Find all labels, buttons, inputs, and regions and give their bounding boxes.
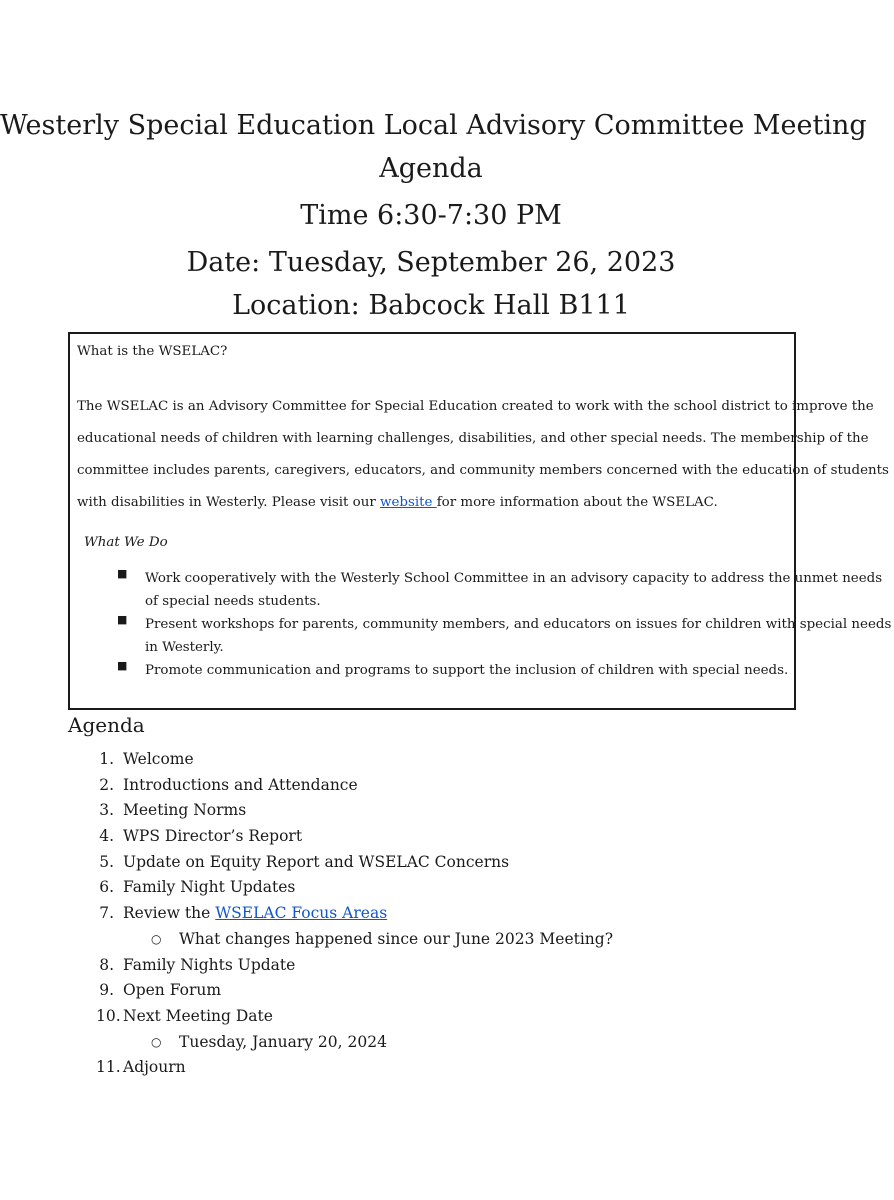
square-bullet-icon: ■ xyxy=(117,659,128,672)
agenda-item xyxy=(0,824,894,850)
what-we-do-text: in Westerly. xyxy=(145,640,224,655)
agenda-item xyxy=(0,747,894,773)
what-we-do-item xyxy=(70,567,883,613)
about-line-text: with disabilities in Westerly. Please visit our xyxy=(77,495,381,510)
agenda-item xyxy=(0,875,894,901)
agenda-item-number: 10. xyxy=(96,1006,121,1025)
agenda-item-text: WPS Director’s Report xyxy=(123,827,303,846)
agenda-item-number: 9. xyxy=(99,981,114,1000)
what-we-do-text: of special needs students. xyxy=(145,594,321,609)
agenda-item-label: Review the xyxy=(123,904,216,923)
agenda-item-number: 2. xyxy=(99,775,114,794)
agenda-item xyxy=(0,850,894,876)
agenda-item-number: 8. xyxy=(99,955,114,974)
document-title: Westerly Special Education Local Advisory Committee Meeting xyxy=(0,110,867,141)
agenda-subitem-text: What changes happened since our June 2023 Meeting? xyxy=(179,929,614,948)
agenda-item-text: Meeting Norms xyxy=(123,801,247,820)
agenda-item-number: 3. xyxy=(99,801,114,820)
agenda-heading: Agenda xyxy=(68,713,145,737)
agenda-item-text: Open Forum xyxy=(123,981,222,1000)
agenda-item xyxy=(0,978,894,1004)
agenda-subitem-text: Tuesday, January 20, 2024 xyxy=(179,1032,387,1051)
agenda-item-text: Adjourn xyxy=(123,1058,186,1077)
what-we-do-text: Work cooperatively with the Westerly School Committee in an advisory capacity to address the unmet needs xyxy=(145,571,883,586)
agenda-subitem xyxy=(0,927,894,953)
what-we-do-text: Present workshops for parents, community members, and educators on issues for children with special needs xyxy=(145,617,892,632)
about-line-text: for more information about the WSELAC. xyxy=(436,495,718,510)
agenda-item xyxy=(0,773,894,799)
about-line: The WSELAC is an Advisory Committee for Special Education created to work with the school district to improve the xyxy=(77,399,874,414)
agenda-subitem xyxy=(0,1030,894,1056)
document-title-agenda: Agenda xyxy=(379,153,483,184)
agenda-item-text: Update on Equity Report and WSELAC Concerns xyxy=(123,852,510,871)
circle-bullet-icon: ○ xyxy=(151,931,162,946)
what-we-do-text: Promote communication and programs to support the inclusion of children with special needs. xyxy=(145,663,789,678)
what-we-do-item xyxy=(70,659,798,682)
agenda-item-text: Family Night Updates xyxy=(123,878,296,897)
square-bullet-icon: ■ xyxy=(117,613,128,626)
agenda-item xyxy=(0,798,894,824)
about-line: educational needs of children with learning challenges, disabilities, and other special needs. The membership of the xyxy=(77,431,869,446)
square-bullet-icon: ■ xyxy=(117,567,128,580)
about-wselac-box xyxy=(68,332,892,710)
agenda-item-text: Welcome xyxy=(123,750,194,768)
meeting-time: Time 6:30-7:30 PM xyxy=(300,200,562,231)
agenda-item-number: 6. xyxy=(99,878,114,897)
what-we-do-list xyxy=(70,567,892,682)
what-we-do-heading: What We Do xyxy=(84,535,168,550)
agenda-item xyxy=(0,1004,894,1030)
agenda-item-number: 5. xyxy=(99,852,114,871)
agenda-item-text: Next Meeting Date xyxy=(123,1006,273,1025)
agenda-item xyxy=(0,1055,894,1081)
agenda-item-number: 1. xyxy=(99,750,114,768)
agenda-item-number: 4. xyxy=(99,827,114,846)
about-paragraph xyxy=(77,391,889,519)
agenda-item-number: 11. xyxy=(96,1058,121,1077)
agenda-item-text: Introductions and Attendance xyxy=(123,775,358,794)
agenda-item xyxy=(0,901,894,927)
website-link[interactable]: website xyxy=(380,495,437,510)
meeting-location: Location: Babcock Hall B111 xyxy=(232,290,630,321)
agenda-item-number: 7. xyxy=(99,904,114,923)
agenda-item-text xyxy=(123,901,387,927)
what-we-do-item xyxy=(70,613,892,659)
focus-areas-link[interactable]: WSELAC Focus Areas xyxy=(215,904,388,923)
agenda-item-text: Family Nights Update xyxy=(123,955,296,974)
agenda-item xyxy=(0,953,894,979)
about-line: committee includes parents, caregivers, educators, and community members concerned with the education of students xyxy=(77,463,889,478)
about-question: What is the WSELAC? xyxy=(77,344,228,359)
about-line xyxy=(77,487,793,519)
agenda-list xyxy=(0,747,894,1081)
circle-bullet-icon: ○ xyxy=(151,1034,162,1049)
meeting-date: Date: Tuesday, September 26, 2023 xyxy=(186,247,676,278)
